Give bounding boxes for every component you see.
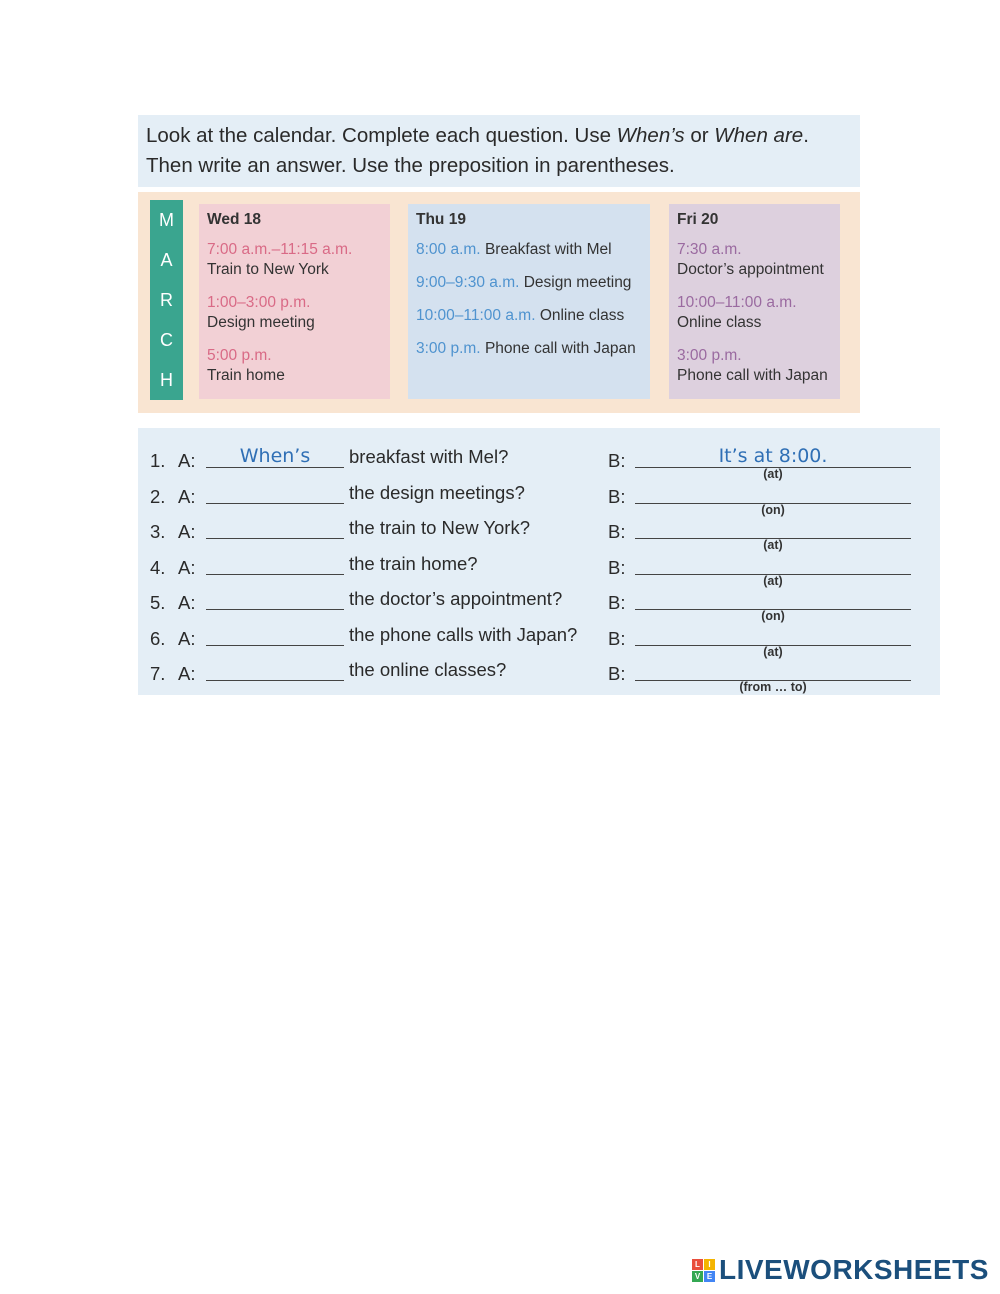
exercise-row (138, 505, 940, 552)
answer-a-blank[interactable] (206, 612, 344, 646)
exercise-row (138, 541, 940, 588)
day-title: Thu 19 (416, 211, 466, 228)
exercise-row (138, 612, 940, 659)
calendar-event (677, 293, 832, 333)
answer-a-blank[interactable] (206, 541, 344, 575)
answer-b-blank[interactable] (635, 647, 911, 681)
calendar-event (207, 293, 382, 333)
speaker-b-label: B: (608, 521, 626, 542)
event-desc: Train home (207, 367, 285, 384)
month-letter: C (160, 329, 173, 350)
calendar-event (207, 346, 382, 386)
event-time: 10:00–11:00 a.m. (677, 294, 797, 311)
instr-emphasis-whens: When’s (616, 124, 685, 147)
event-desc: Doctor’s appointment (677, 261, 824, 278)
speaker-b-label: B: (608, 592, 626, 613)
event-desc: Online class (539, 307, 625, 324)
speaker-b-label: B: (608, 486, 626, 507)
preposition-hint: (at) (763, 574, 783, 588)
question-text: the train home? (349, 553, 478, 574)
event-desc: Breakfast with Mel (484, 241, 612, 258)
instr-text: or (684, 124, 715, 147)
answer-b-blank[interactable] (635, 505, 911, 539)
item-number: 6. (150, 628, 166, 649)
speaker-a-label: A: (178, 450, 196, 471)
question-text: the doctor’s appointment? (349, 588, 563, 609)
item-number: 5. (150, 592, 166, 613)
speaker-a-label: A: (178, 557, 196, 578)
event-time: 7:30 a.m. (677, 241, 742, 258)
instr-text: . (803, 124, 809, 147)
calendar (138, 192, 860, 413)
liveworksheets-logo (692, 1254, 989, 1286)
event-time: 10:00–11:00 a.m. (416, 307, 536, 324)
event-desc: Phone call with Japan (484, 340, 636, 357)
preposition-hint: (at) (763, 538, 783, 552)
logo-letter: L (692, 1259, 703, 1270)
item-number: 4. (150, 557, 166, 578)
speaker-b-label: B: (608, 663, 626, 684)
question-text: the online classes? (349, 659, 507, 680)
event-time: 8:00 a.m. (416, 241, 481, 258)
speaker-a-label: A: (178, 663, 196, 684)
speaker-b-label: B: (608, 450, 626, 471)
month-bar (150, 200, 183, 400)
exercise (138, 428, 940, 695)
answer-a-blank[interactable] (206, 505, 344, 539)
answer-a-blank[interactable] (206, 576, 344, 610)
event-time: 3:00 p.m. (416, 340, 481, 357)
instr-emphasis-when-are: When are (714, 124, 804, 147)
exercise-row (138, 576, 940, 623)
question-text: breakfast with Mel? (349, 446, 509, 467)
month-letter: A (160, 249, 173, 270)
answer-b-text: It’s at 8:00. (718, 445, 828, 467)
speaker-a-label: A: (178, 592, 196, 613)
exercise-row (138, 470, 940, 517)
exercise-row (138, 434, 940, 481)
event-time: 5:00 p.m. (207, 347, 272, 364)
month-letter: H (160, 369, 173, 390)
logo-text: LIVEWORKSHEETS (719, 1254, 989, 1285)
calendar-event (677, 346, 832, 386)
preposition-hint: (on) (761, 503, 785, 517)
answer-a-blank[interactable] (206, 434, 344, 468)
event-time: 9:00–9:30 a.m. (416, 274, 520, 291)
logo-letter: V (692, 1271, 703, 1282)
event-time: 1:00–3:00 p.m. (207, 294, 311, 311)
logo-letter: E (704, 1271, 715, 1282)
instr-text: Look at the calendar. Complete each question. Use (146, 124, 617, 147)
question-text: the design meetings? (349, 482, 525, 503)
event-time: 3:00 p.m. (677, 347, 742, 364)
answer-a-blank[interactable] (206, 647, 344, 681)
answer-a-text: When’s (239, 445, 311, 467)
preposition-hint: (from … to) (739, 680, 807, 694)
item-number: 3. (150, 521, 166, 542)
speaker-b-label: B: (608, 628, 626, 649)
calendar-event (416, 240, 642, 260)
day-title: Fri 20 (677, 211, 719, 228)
speaker-a-label: A: (178, 486, 196, 507)
speaker-a-label: A: (178, 628, 196, 649)
preposition-hint: (at) (763, 645, 783, 659)
speaker-a-label: A: (178, 521, 196, 542)
exercise-row (138, 647, 940, 694)
answer-b-blank[interactable] (635, 470, 911, 504)
day-column-wed (199, 204, 390, 399)
event-time: 7:00 a.m.–11:15 a.m. (207, 241, 353, 258)
calendar-event (207, 240, 382, 280)
instructions (138, 115, 860, 187)
calendar-event (677, 240, 832, 280)
question-text: the train to New York? (349, 517, 530, 538)
question-text: the phone calls with Japan? (349, 624, 578, 645)
calendar-event (416, 306, 642, 326)
day-column-fri (669, 204, 840, 399)
logo-letter: I (704, 1259, 715, 1270)
event-desc: Online class (677, 314, 762, 331)
answer-b-blank[interactable] (635, 576, 911, 610)
day-column-thu (408, 204, 650, 399)
event-desc: Design meeting (523, 274, 632, 291)
item-number: 7. (150, 663, 166, 684)
instructions-line-2: Then write an answer. Use the preposition in parentheses. (146, 154, 675, 177)
day-title: Wed 18 (207, 211, 261, 228)
instructions-line-1 (146, 121, 860, 151)
item-number: 1. (150, 450, 166, 471)
preposition-hint: (on) (761, 609, 785, 623)
item-number: 2. (150, 486, 166, 507)
answer-b-blank[interactable] (635, 541, 911, 575)
month-letter: M (159, 209, 174, 230)
speaker-b-label: B: (608, 557, 626, 578)
calendar-event (416, 339, 642, 359)
answer-a-blank[interactable] (206, 470, 344, 504)
preposition-hint: (at) (763, 467, 783, 481)
answer-b-blank[interactable] (635, 434, 911, 468)
event-desc: Phone call with Japan (677, 367, 828, 384)
event-desc: Design meeting (207, 314, 315, 331)
logo-squares-icon (692, 1259, 715, 1282)
calendar-event (416, 273, 642, 293)
answer-b-blank[interactable] (635, 612, 911, 646)
month-letter: R (160, 289, 173, 310)
event-desc: Train to New York (207, 261, 329, 278)
